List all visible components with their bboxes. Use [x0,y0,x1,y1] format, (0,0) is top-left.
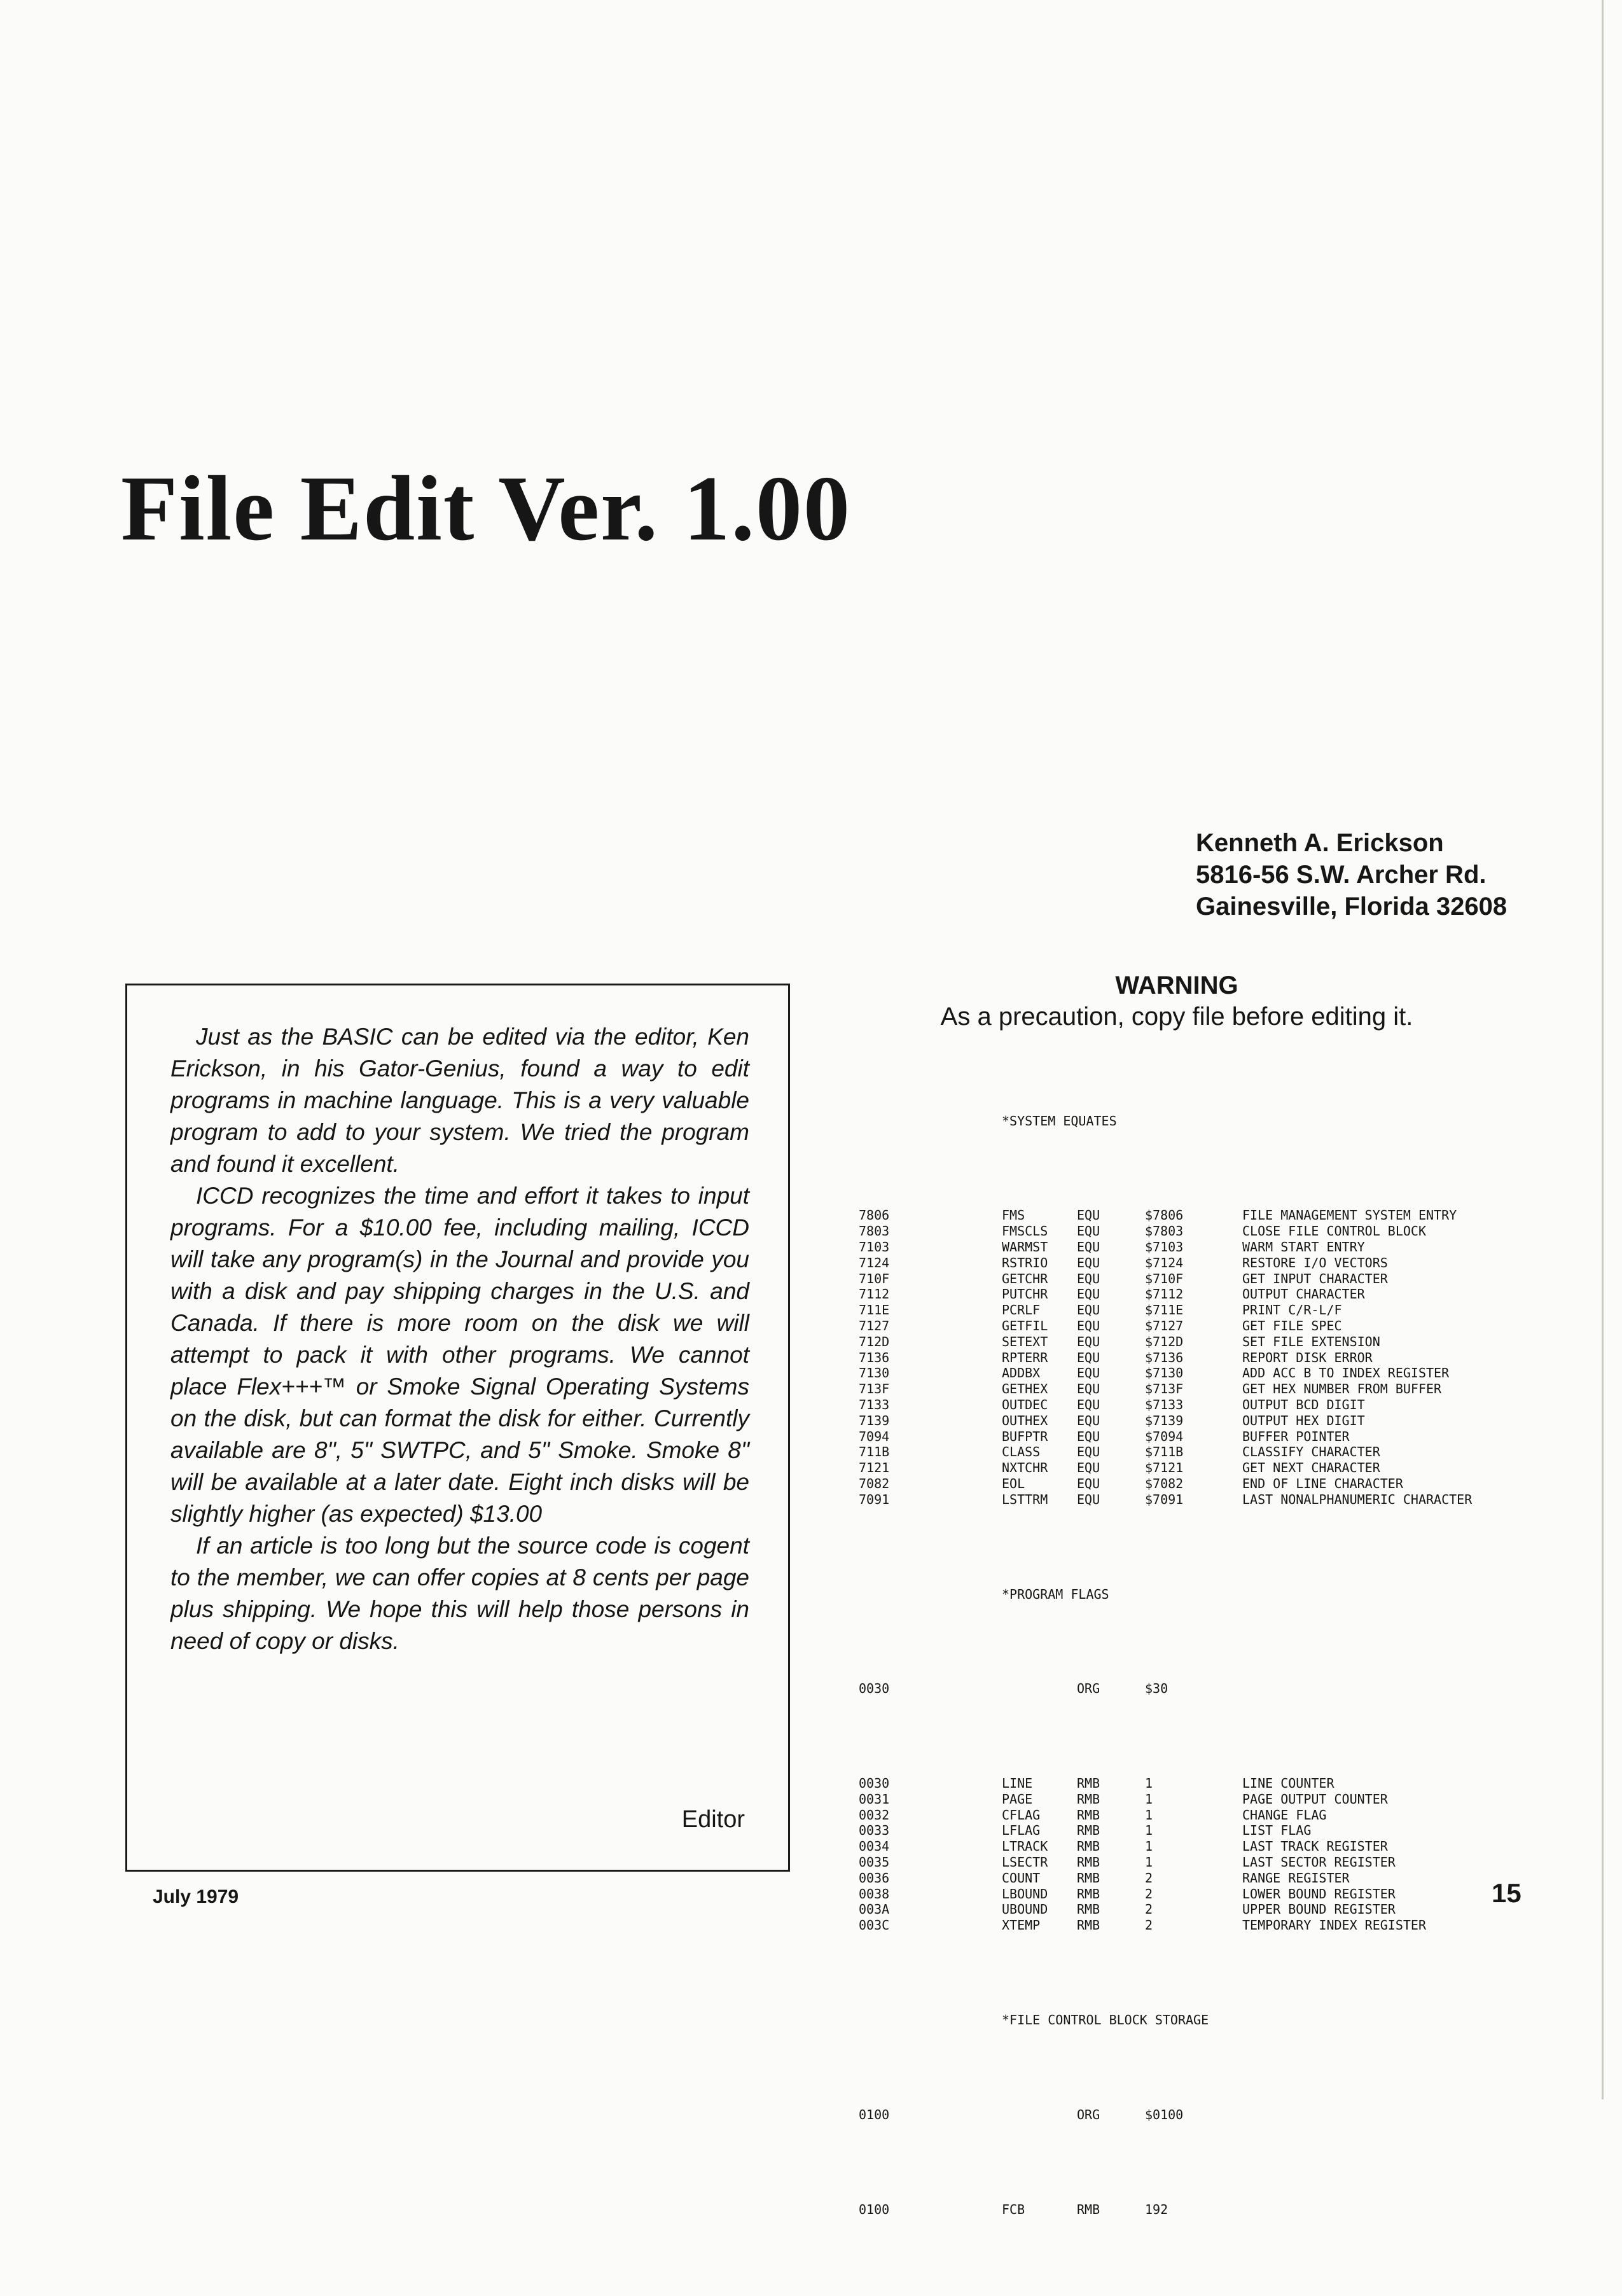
listing-spacer [859,2059,1209,2075]
listing-operand: $7806 [1145,1207,1184,1223]
listing-address: 711E [859,1302,890,1318]
listing-row [859,1791,1388,1807]
listing-comment: GET INPUT CHARACTER [1242,1270,1388,1286]
listing-operand: $7091 [1145,1491,1184,1507]
listing-address: 003C [859,1917,890,1933]
listing-comment: FILE MANAGEMENT SYSTEM ENTRY [1242,1207,1457,1223]
listing-section-header: *SYSTEM EQUATES [1002,1113,1117,1129]
listing-label: LSTTRM [1002,1491,1048,1507]
listing-opcode: RMB [1077,1823,1100,1839]
listing-opcode: RMB [1077,1776,1100,1792]
listing-operand: 192 [1145,2201,1168,2217]
warning-title: WARNING [1115,971,1238,999]
listing-opcode: EQU [1077,1270,1100,1286]
listing-row [859,1902,1396,1917]
listing-row [859,1239,1365,1255]
author-street: 5816-56 S.W. Archer Rd. [1196,861,1487,889]
listing-spacer [859,1729,1209,1744]
listing-opcode: EQU [1077,1412,1100,1428]
listing-operand: 1 [1145,1791,1153,1807]
listing-opcode: EQU [1077,1302,1100,1318]
listing-opcode: EQU [1077,1333,1100,1349]
listing-label: RPTERR [1002,1349,1048,1365]
listing-label: WARMST [1002,1239,1048,1255]
listing-operand: 2 [1145,1917,1153,1933]
listing-operand: $7130 [1145,1365,1184,1381]
listing-row [859,1286,1365,1302]
listing-spacer [859,1965,1209,1981]
listing-row [859,1207,1457,1223]
listing-address: 711B [859,1444,890,1460]
listing-operand: 1 [1145,1823,1153,1839]
listing-operand: $711E [1145,1302,1184,1318]
listing-operand: 1 [1145,1776,1153,1792]
listing-operand: 1 [1145,1839,1153,1854]
listing-row [859,1460,1380,1476]
listing-spacer [859,1634,1209,1650]
listing-comment: END OF LINE CHARACTER [1242,1475,1403,1491]
listing-opcode: EQU [1077,1475,1100,1491]
listing-address: 0100 [859,2201,890,2217]
listing-address: 712D [859,1333,890,1349]
listing-address: 0034 [859,1839,890,1854]
listing-opcode: EQU [1077,1223,1100,1239]
listing-comment: GET NEXT CHARACTER [1242,1460,1380,1476]
listing-org-row [859,1681,1209,1697]
listing-row [859,2202,1209,2218]
listing-comment: GET FILE SPEC [1242,1318,1342,1333]
listing-address: 7130 [859,1365,890,1381]
listing-operand: $7103 [1145,1239,1184,1255]
listing-comment: ADD ACC B TO INDEX REGISTER [1242,1365,1450,1381]
listing-row [859,1396,1365,1413]
listing-address: 7806 [859,1207,890,1223]
system-equates-rows [859,1207,1473,1507]
listing-spacer [859,2154,1209,2170]
editor-paragraph: ICCD recognizes the time and effort it takes to input programs. For a $10.00 fee, including mailing, ICCD will take any program(s) in the Journal and provide you with a disk and pay shipping charges in the U.S. and Canada. If there is more room on the disk we will attempt to pack it with other programs. We cannot place Flex+++™ or Smoke Signal Operating Systems on the disk, but can format the disk for either. Currently available are 8", 5" SWTPC, and 5" Smoke. Smoke 8" will be available at a later date. Eight inch disks will be slightly higher (as expected) $13.00 [170,1183,749,1527]
listing-address: 7091 [859,1491,890,1507]
listing-comment: CLOSE FILE CONTROL BLOCK [1242,1223,1426,1239]
listing-comment: OUTPUT CHARACTER [1242,1286,1365,1302]
listing-section-header: *PROGRAM FLAGS [1002,1586,1109,1602]
listing-opcode: EQU [1077,1428,1100,1444]
listing-row [859,1349,1373,1366]
listing-comment: OUTPUT HEX DIGIT [1242,1412,1365,1428]
listing-operand: $7112 [1145,1286,1184,1302]
listing-address: 0031 [859,1791,890,1807]
page-edge-shadow [1602,0,1604,2099]
program-flags-rows [859,1776,1426,1933]
listing-operand: $713F [1145,1381,1184,1397]
listing-address: 0035 [859,1854,890,1870]
listing-operand: 2 [1145,1902,1153,1917]
listing-row [859,1886,1396,1902]
listing-address: 7136 [859,1349,890,1365]
listing-label: XTEMP [1002,1917,1041,1933]
listing-label: FMSCLS [1002,1223,1048,1239]
listing-opcode: EQU [1077,1444,1100,1460]
listing-opcode: EQU [1077,1207,1100,1223]
listing-row [859,1412,1365,1429]
listing-label: CFLAG [1002,1807,1041,1823]
listing-comment: PAGE OUTPUT COUNTER [1242,1791,1388,1807]
listing-label: LTRACK [1002,1839,1048,1854]
warning-block [891,970,1463,1033]
listing-opcode: EQU [1077,1491,1100,1507]
listing-row [859,1917,1426,1933]
listing-comment: WARM START ENTRY [1242,1239,1365,1255]
listing-label: GETFIL [1002,1318,1048,1333]
listing-comment: PRINT C/R-L/F [1242,1302,1342,1318]
listing-label: GETCHR [1002,1270,1048,1286]
listing-comment: REPORT DISK ERROR [1242,1349,1373,1365]
listing-label: PCRLF [1002,1302,1041,1318]
listing-label: LFLAG [1002,1823,1041,1839]
article-title: File Edit Ver. 1.00 [121,457,851,560]
listing-operand: $7133 [1145,1396,1184,1412]
listing-comment: CLASSIFY CHARACTER [1242,1444,1380,1460]
listing-opcode: RMB [1077,1839,1100,1854]
listing-opcode: RMB [1077,1870,1100,1886]
listing-address: 0030 [859,1776,890,1792]
listing-opcode: EQU [1077,1396,1100,1412]
listing-comment: LAST TRACK REGISTER [1242,1839,1388,1854]
page-number: 15 [1492,1878,1521,1908]
listing-label: ADDBX [1002,1365,1041,1381]
listing-opcode: ORG [1077,1681,1100,1697]
listing-row [859,1428,1350,1445]
listing-comment: LINE COUNTER [1242,1776,1334,1792]
listing-operand: $711B [1145,1444,1184,1460]
listing-opcode: RMB [1077,1791,1100,1807]
listing-opcode: EQU [1077,1318,1100,1333]
listing-operand: $7121 [1145,1460,1184,1476]
listing-comment: CHANGE FLAG [1242,1807,1327,1823]
listing-operand: $30 [1145,1681,1168,1697]
author-block [1196,827,1507,922]
listing-opcode: RMB [1077,1854,1100,1870]
listing-opcode: EQU [1077,1349,1100,1365]
listing-label: OUTHEX [1002,1412,1048,1428]
listing-row [859,1381,1442,1397]
listing-row [859,1333,1380,1350]
listing-operand: 1 [1145,1807,1153,1823]
assembly-listing [859,1082,1473,2249]
editor-paragraph: If an article is too long but the source code is cogent to the member, we can offer copies at 8 cents per page plus shipping. We hope this will help those persons in need of copy or disks. [170,1533,749,1654]
warning-text: As a precaution, copy file before editing it. [940,1003,1413,1031]
listing-opcode: RMB [1077,2201,1100,2217]
listing-org-row [859,2107,1209,2123]
listing-address: 7133 [859,1396,890,1412]
listing-label: PUTCHR [1002,1286,1048,1302]
listing-operand: $7803 [1145,1223,1184,1239]
listing-address: 7127 [859,1318,890,1333]
listing-label: UBOUND [1002,1902,1048,1917]
listing-opcode: EQU [1077,1460,1100,1476]
listing-label: CLASS [1002,1444,1041,1460]
listing-opcode: RMB [1077,1902,1100,1917]
listing-row [859,1870,1350,1886]
author-name: Kenneth A. Erickson [1196,829,1444,857]
listing-address: 7139 [859,1412,890,1428]
listing-address: 7103 [859,1239,890,1255]
listing-comment: RANGE REGISTER [1242,1870,1350,1886]
listing-comment: OUTPUT BCD DIGIT [1242,1396,1365,1412]
listing-address: 0038 [859,1886,890,1902]
listing-address: 003A [859,1902,890,1917]
listing-address: 7094 [859,1428,890,1444]
listing-opcode: EQU [1077,1381,1100,1397]
listing-address: 7803 [859,1223,890,1239]
listing-label: LBOUND [1002,1886,1048,1902]
listing-row [859,1444,1380,1460]
listing-label: PAGE [1002,1791,1033,1807]
listing-label: LINE [1002,1776,1033,1792]
listing-operand: $7136 [1145,1349,1184,1365]
listing-label: OUTDEC [1002,1396,1048,1412]
listing-row [859,1491,1473,1508]
listing-opcode: RMB [1077,1886,1100,1902]
listing-section-header: *FILE CONTROL BLOCK STORAGE [1002,2012,1209,2028]
listing-operand: $710F [1145,1270,1184,1286]
listing-address: 7082 [859,1475,890,1491]
listing-label: FCB [1002,2201,1025,2217]
listing-comment: LAST NONALPHANUMERIC CHARACTER [1242,1491,1473,1507]
listing-row [859,1475,1403,1492]
listing-row [859,1302,1342,1318]
listing-row [859,1776,1334,1792]
listing-address: 713F [859,1381,890,1397]
listing-label: LSECTR [1002,1854,1048,1870]
listing-opcode: EQU [1077,1365,1100,1381]
listing-label: RSTRIO [1002,1255,1048,1270]
listing-address: 7112 [859,1286,890,1302]
listing-address: 710F [859,1270,890,1286]
listing-operand: $7124 [1145,1255,1184,1270]
listing-opcode: ORG [1077,2106,1100,2122]
listing-operand: 1 [1145,1854,1153,1870]
listing-spacer [859,1160,1209,1176]
listing-row [859,1823,1312,1839]
listing-label: SETEXT [1002,1333,1048,1349]
listing-operand: $7139 [1145,1412,1184,1428]
listing-label: COUNT [1002,1870,1041,1886]
listing-spacer [859,1539,1209,1555]
listing-opcode: EQU [1077,1255,1100,1270]
listing-operand: $7082 [1145,1475,1184,1491]
listing-opcode: EQU [1077,1239,1100,1255]
listing-comment: LOWER BOUND REGISTER [1242,1886,1396,1902]
listing-row [859,1854,1396,1870]
listing-opcode: EQU [1077,1286,1100,1302]
listing-label: BUFPTR [1002,1428,1048,1444]
listing-address: 0033 [859,1823,890,1839]
listing-address: 0032 [859,1807,890,1823]
issue-date: July 1979 [153,1886,239,1907]
listing-comment: LAST SECTOR REGISTER [1242,1854,1396,1870]
listing-address: 0030 [859,1681,890,1697]
listing-row [859,1270,1388,1287]
listing-comment: UPPER BOUND REGISTER [1242,1902,1396,1917]
editor-note-text [170,1021,749,1657]
listing-row [859,1839,1388,1854]
listing-label: NXTCHR [1002,1460,1048,1476]
listing-opcode: RMB [1077,1807,1100,1823]
listing-label: EOL [1002,1475,1025,1491]
author-city: Gainesville, Florida 32608 [1196,893,1508,921]
editor-signature: Editor [681,1806,745,1833]
editor-note-box [125,984,790,1872]
listing-comment: BUFFER POINTER [1242,1428,1350,1444]
listing-address: 7124 [859,1255,890,1270]
listing-row [859,1223,1426,1239]
listing-address: 7121 [859,1460,890,1476]
listing-operand: $0100 [1145,2106,1184,2122]
listing-comment: GET HEX NUMBER FROM BUFFER [1242,1381,1442,1397]
listing-operand: 2 [1145,1886,1153,1902]
listing-operand: $7127 [1145,1318,1184,1333]
listing-operand: 2 [1145,1870,1153,1886]
listing-comment: TEMPORARY INDEX REGISTER [1242,1917,1426,1933]
listing-operand: $7094 [1145,1428,1184,1444]
listing-row [859,1365,1450,1381]
editor-paragraph: Just as the BASIC can be edited via the editor, Ken Erickson, in his Gator-Genius, found a way to edit programs in machine language. This is a very valuable program to add to your system. We tried the program and found it excellent. [170,1024,749,1177]
listing-address: 0036 [859,1870,890,1886]
listing-operand: $712D [1145,1333,1184,1349]
listing-label: GETHEX [1002,1381,1048,1397]
listing-opcode: RMB [1077,1917,1100,1933]
listing-address: 0100 [859,2106,890,2122]
listing-label: FMS [1002,1207,1025,1223]
listing-comment: LIST FLAG [1242,1823,1312,1839]
listing-comment: RESTORE I/O VECTORS [1242,1255,1388,1270]
listing-comment: SET FILE EXTENSION [1242,1333,1380,1349]
listing-row [859,1807,1327,1823]
listing-row [859,1318,1342,1334]
listing-row [859,1255,1388,1271]
